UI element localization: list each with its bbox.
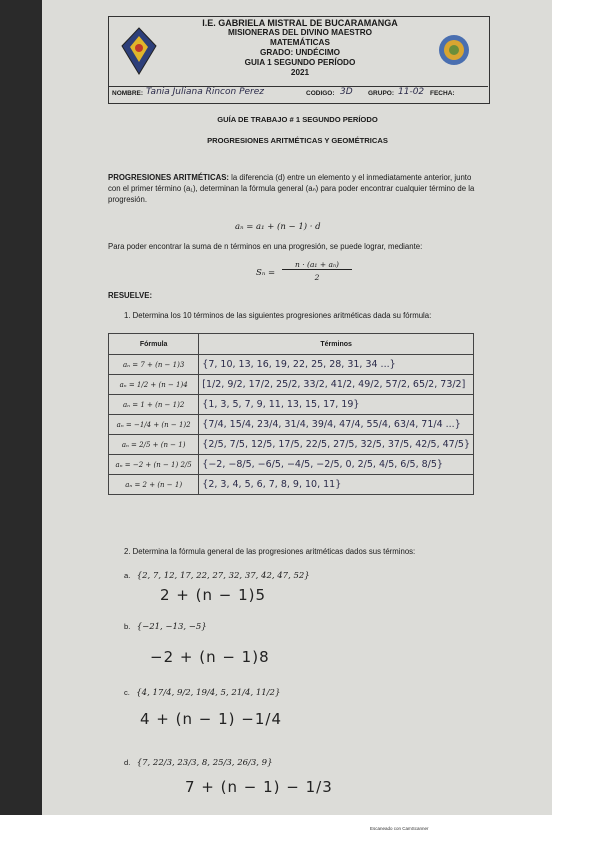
terms-cell: {2/5, 7/5, 12/5, 17/5, 22/5, 27/5, 32/5, 37/5, 42/5, 47/5} [199,435,474,455]
terms-cell: {7, 10, 13, 16, 19, 22, 25, 28, 31, 34 ...} [199,355,474,375]
formula-cell: aₙ = 7 + (n − 1)3 [109,355,199,375]
table-row [109,395,474,415]
terms-cell: {7/4, 15/4, 23/4, 31/4, 39/4, 47/4, 55/4, 63/4, 71/4 ...} [199,415,474,435]
intro-lead: PROGRESIONES ARITMÉTICAS: [108,173,230,182]
nombre-value: Tania Juliana Rincon Perez [146,87,265,97]
table-row [109,415,474,435]
header-title [180,18,420,78]
formula-cell: aₙ = 2/5 + (n − 1) [109,435,199,455]
intro-paragraph [108,172,482,205]
item-sequence: {2, 7, 12, 17, 22, 27, 32, 37, 42, 47, 52} [136,571,310,581]
item-b [124,622,207,632]
institution-logo-icon [438,34,470,66]
table-row [109,435,474,455]
grupo-value: 11-02 [398,87,425,97]
answer-b: −2 + (n − 1)8 [150,648,270,666]
terms-table [108,333,474,495]
resuelve-heading: RESUELVE: [108,291,153,300]
question-1: 1. Determina los 10 términos de las siguientes progresiones aritméticas dada su fórmula: [124,311,432,320]
header-line: I.E. GABRIELA MISTRAL DE BUCARAMANGA [202,18,398,28]
answer-c: 4 + (n − 1) −1/4 [140,710,282,728]
grupo-label: GRUPO: [368,90,394,97]
item-sequence: {4, 17/4, 9/2, 19/4, 5, 21/4, 11/2} [136,688,281,698]
question-2: 2. Determina la fórmula general de las progresiones aritméticas dados sus términos: [124,547,416,556]
table-row [109,375,474,395]
col-formula-header: Fórmula [109,334,199,355]
student-info-row [108,86,488,101]
item-a [124,571,310,581]
intro-text: la diferencia (d) entre un elemento y el inmediatamente anterior, junto con el primer término (a₁), determinan la fórmula general (aₙ) para poder encontrar cualquier término de la progresión. [108,173,475,204]
header-line: MISIONERAS DEL DIVINO MAESTRO [227,28,373,37]
table-header-row [109,334,474,355]
header-line: 2021 [290,68,310,77]
col-terms-header: Términos [199,334,474,355]
terms-cell: {−2, −8/5, −6/5, −4/5, −2/5, 0, 2/5, 4/5, 6/5, 8/5} [199,455,474,475]
answer-d: 7 + (n − 1) − 1/3 [185,778,333,796]
sum-formula-denominator: 2 [314,273,320,282]
sum-formula-numerator: n · (a₁ + aₙ) [282,260,352,270]
table-row [109,455,474,475]
terms-cell: {2, 3, 4, 5, 6, 7, 8, 9, 10, 11} [199,475,474,495]
item-sequence: {−21, −13, −5} [136,622,207,632]
topic-title: PROGRESIONES ARITMÉTICAS Y GEOMÉTRICAS [207,136,388,145]
header-line: MATEMÁTICAS [270,38,330,47]
formula-cell: aₙ = 2 + (n − 1) [109,475,199,495]
formula-cell: aₙ = 1/2 + (n − 1)4 [109,375,199,395]
fecha-label: FECHA: [430,90,455,97]
item-c [124,688,280,698]
nombre-label: NOMBRE: [112,90,144,97]
item-sequence: {7, 22/3, 23/3, 8, 25/3, 26/3, 9} [136,758,273,768]
item-label: c. [124,688,130,697]
codigo-value: 3D [340,87,353,97]
table-row [109,475,474,495]
header-line: GRADO: UNDÉCIMO [259,48,341,57]
header-line: GUIA 1 SEGUNDO PERÍODO [244,58,356,67]
formula-cell: aₙ = −1/4 + (n − 1)2 [109,415,199,435]
sum-text: Para poder encontrar la suma de n términos en una progresión, se puede lograr, mediante: [108,242,423,251]
item-label: d. [124,758,131,767]
formula-cell: aₙ = 1 + (n − 1)2 [109,395,199,415]
item-label: b. [124,622,131,631]
general-formula: aₙ = a₁ + (n − 1) · d [235,222,321,232]
item-d [124,758,273,768]
formula-cell: aₙ = −2 + (n − 1) 2/5 [109,455,199,475]
terms-cell: [1/2, 9/2, 17/2, 25/2, 33/2, 41/2, 49/2, 57/2, 65/2, 73/2] [199,375,474,395]
answer-a: 2 + (n − 1)5 [160,586,267,604]
school-crest-icon [120,26,158,76]
sum-formula-lhs: Sₙ = [256,268,276,278]
codigo-label: CODIGO: [306,90,335,97]
item-label: a. [124,571,131,580]
guide-title: GUÍA DE TRABAJO # 1 SEGUNDO PERÍODO [217,115,378,124]
table-row [109,355,474,375]
scanner-watermark: Escaneado con CamScanner [370,826,429,831]
terms-cell: {1, 3, 5, 7, 9, 11, 13, 15, 17, 19} [199,395,474,415]
